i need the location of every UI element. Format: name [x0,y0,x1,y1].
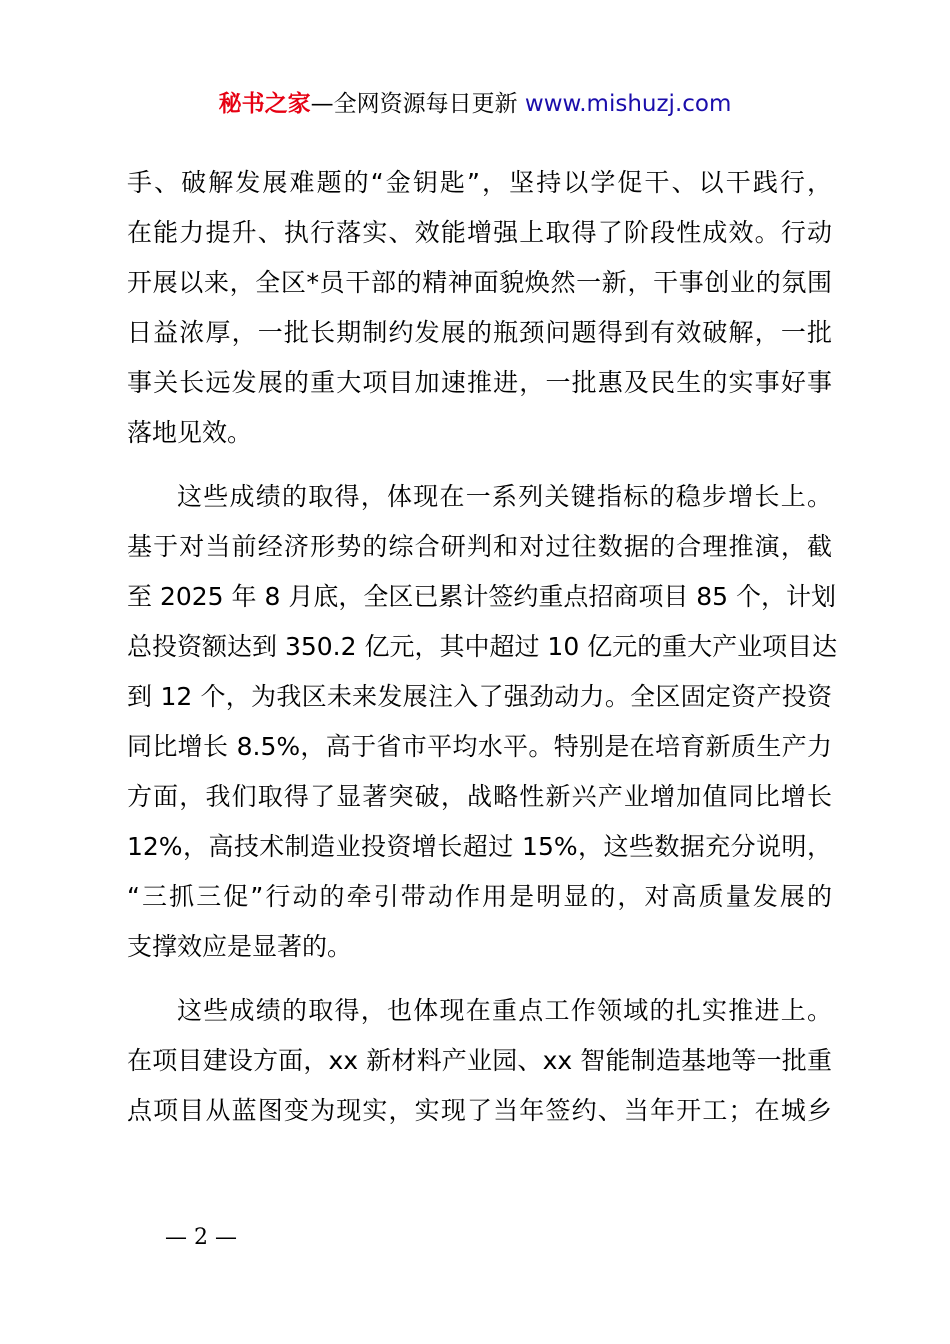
header-tagline: —全网资源每日更新 [310,91,525,117]
site-header [0,84,950,124]
text-line: 至 2025 年 8 月底，全区已累计签约重点招商项目 85 个，计划 [127,582,837,611]
text-line: 12%，高技术制造业投资增长超过 15%，这些数据充分说明， [127,832,832,861]
text-line: 基于对当前经济形势的综合研判和对过往数据的合理推演，截 [127,532,832,561]
paragraph-1 [127,158,832,458]
text-line: 方面，我们取得了显著突破，战略性新兴产业增加值同比增长 [127,782,832,811]
text-line: “三抓三促”行动的牵引带动作用是明显的，对高质量发展的 [127,882,832,911]
paragraph-3 [127,986,832,1136]
text-line: 开展以来，全区*员干部的精神面貌焕然一新，干事创业的氛围 [127,268,832,297]
text-line: 落地见效。 [127,418,253,447]
text-line: 在项目建设方面，xx 新材料产业园、xx 智能制造基地等一批重 [127,1046,832,1075]
site-url-link[interactable]: www.mishuzj.com [524,91,732,117]
text-line: 点项目从蓝图变为现实，实现了当年签约、当年开工；在城乡 [127,1096,832,1125]
text-line: 在能力提升、执行落实、效能增强上取得了阶段性成效。行动 [127,218,832,247]
paragraph-2 [127,472,838,972]
brand-name: 秘书之家 [218,91,311,117]
text-line: 这些成绩的取得，体现在一系列关键指标的稳步增长上。 [177,482,832,511]
page-number: — 2 — [165,1225,237,1250]
text-line: 支撑效应是显著的。 [127,932,353,961]
text-line: 到 12 个，为我区未来发展注入了强劲动力。全区固定资产投资 [127,682,832,711]
text-line: 手、破解发展难题的“金钥匙”，坚持以学促干、以干践行， [127,168,832,197]
text-line: 总投资额达到 350.2 亿元，其中超过 10 亿元的重大产业项目达 [127,632,838,661]
text-line: 同比增长 8.5%，高于省市平均水平。特别是在培育新质生产力 [127,732,832,761]
text-line: 事关长远发展的重大项目加速推进，一批惠及民生的实事好事 [127,368,832,397]
text-line: 日益浓厚，一批长期制约发展的瓶颈问题得到有效破解，一批 [127,318,832,347]
document-body [127,158,838,1136]
text-line: 这些成绩的取得，也体现在重点工作领域的扎实推进上。 [177,996,832,1025]
